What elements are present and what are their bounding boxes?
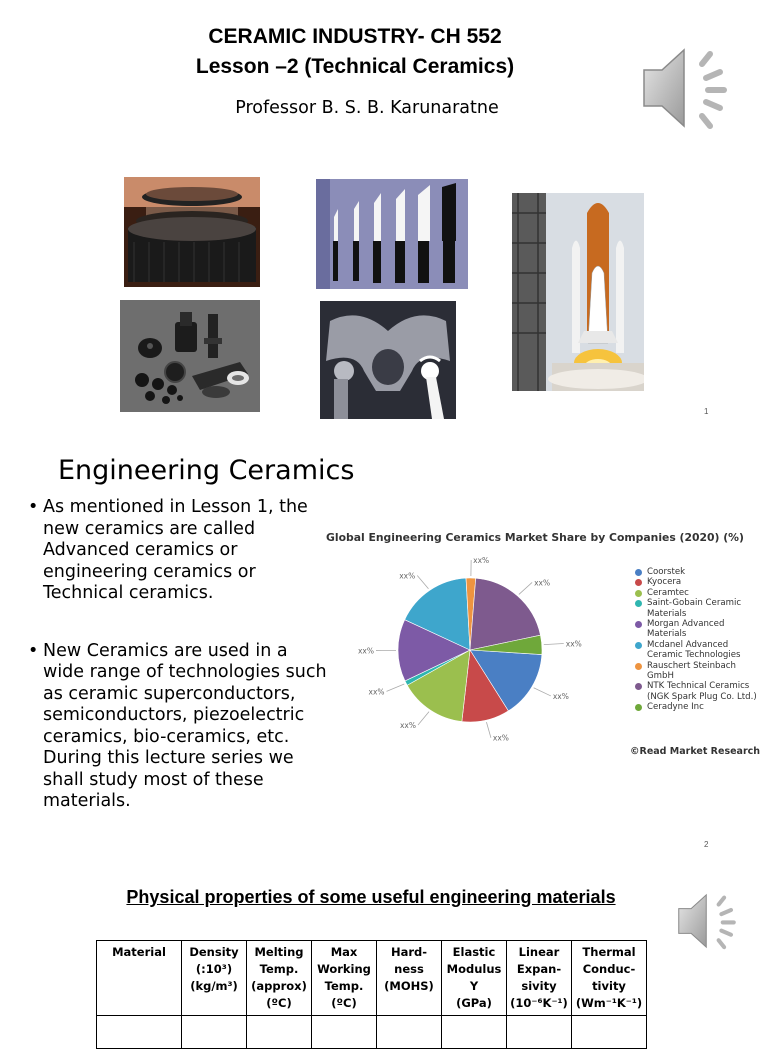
- legend-swatch: [635, 621, 642, 628]
- column-header-line: Hard-: [379, 944, 439, 961]
- table-cell: [442, 1016, 507, 1049]
- chart-title: Global Engineering Ceramics Market Share by Companies (2020) (%): [326, 531, 744, 544]
- column-header-line: Modulus: [444, 961, 504, 978]
- column-header-line: (10⁻⁶K⁻¹): [509, 995, 569, 1012]
- table-cell: [182, 1016, 247, 1049]
- pie-leader-line-8: [544, 643, 564, 644]
- legend-item-1: [635, 577, 765, 587]
- pie-leader-line-2: [418, 712, 429, 725]
- table-cell: [377, 1016, 442, 1049]
- legend-item-2: [635, 588, 765, 598]
- column-header-line: (kg/m³): [184, 978, 244, 995]
- bullet-item: • New Ceramics are used in a wide range of technologies such as ceramic superconductors, semiconductors, piezoelectric ceramics, bio-ceramics, etc. During this lecture series we shall study most of these materials.: [28, 641, 328, 813]
- column-header-line: Elastic: [444, 944, 504, 961]
- column-header-0: [97, 941, 182, 1016]
- column-header-3: [312, 941, 377, 1016]
- column-header-line: (ºC): [314, 995, 374, 1012]
- legend-label: Ceramtec: [647, 588, 689, 598]
- column-header-line: Conduc-: [574, 961, 644, 978]
- lesson-subtitle: Lesson –2 (Technical Ceramics): [0, 55, 710, 79]
- pie-leader-line-1: [486, 722, 490, 738]
- legend-item-0: [635, 567, 765, 577]
- pie-leader-line-7: [519, 582, 532, 594]
- legend-label: Mcdanel Advanced Ceramic Technologies: [647, 640, 741, 660]
- ceramic-knives-photo: [316, 179, 468, 289]
- legend-swatch: [635, 704, 642, 711]
- table-header-row: [97, 941, 647, 1016]
- legend-swatch: [635, 590, 642, 597]
- legend-swatch: [635, 663, 642, 670]
- column-header-line: ness: [379, 961, 439, 978]
- legend-swatch: [635, 642, 642, 649]
- legend-item-6: [635, 661, 765, 682]
- pie-leader-line-0: [534, 688, 551, 696]
- audio-speaker-icon[interactable]: [640, 40, 736, 136]
- legend-item-4: [635, 619, 765, 640]
- column-header-line: Temp.: [249, 961, 309, 978]
- pie-leader-line-3: [387, 684, 405, 691]
- pie-slice-label-3: xx%: [369, 687, 385, 696]
- legend-label: Rauschert Steinbach GmbH: [647, 661, 736, 681]
- column-header-7: [572, 941, 647, 1016]
- column-header-line: Expan-: [509, 961, 569, 978]
- table-row: [97, 1016, 647, 1049]
- pie-slice-label-0: xx%: [553, 692, 569, 701]
- column-header-line: (:10³): [184, 961, 244, 978]
- pie-slice-label-2: xx%: [400, 721, 416, 730]
- column-header-line: Material: [99, 944, 179, 961]
- column-header-line: Working: [314, 961, 374, 978]
- hip-implant-xray-photo: [320, 301, 456, 419]
- legend-item-5: [635, 640, 765, 661]
- column-header-line: (Wm⁻¹K⁻¹): [574, 995, 644, 1012]
- column-header-line: sivity: [509, 978, 569, 995]
- space-shuttle-photo: [512, 193, 644, 391]
- legend-label: Morgan Advanced Materials: [647, 619, 724, 639]
- legend-item-3: [635, 598, 765, 619]
- column-header-line: Density: [184, 944, 244, 961]
- legend-item-8: [635, 702, 765, 712]
- chart-source: ©Read Market Research: [630, 746, 760, 757]
- slide-page-number: 2: [704, 840, 708, 849]
- professor-name: Professor B. S. B. Karunaratne: [0, 98, 734, 118]
- legend-label: Saint-Gobain Ceramic Materials: [647, 598, 741, 618]
- table-cell: [247, 1016, 312, 1049]
- pie-slice-label-7: xx%: [534, 578, 550, 587]
- column-header-line: (GPa): [444, 995, 504, 1012]
- pie-chart: [330, 545, 630, 755]
- legend-label: NTK Technical Ceramics (NGK Spark Plug Co. Ltd.): [647, 681, 757, 701]
- table-cell: [312, 1016, 377, 1049]
- table-cell: [507, 1016, 572, 1049]
- column-header-6: [507, 941, 572, 1016]
- legend-swatch: [635, 579, 642, 586]
- ceramic-parts-photo: [120, 300, 260, 412]
- column-header-line: tivity: [574, 978, 644, 995]
- properties-table-title: Physical properties of some useful engineering materials: [0, 887, 742, 908]
- pie-slice-label-8: xx%: [566, 639, 582, 648]
- table-cell: [572, 1016, 647, 1049]
- column-header-2: [247, 941, 312, 1016]
- pie-leader-line-5: [417, 576, 428, 589]
- slide-heading: Engineering Ceramics: [58, 455, 354, 486]
- column-header-line: (approx): [249, 978, 309, 995]
- column-header-line: Max: [314, 944, 374, 961]
- column-header-1: [182, 941, 247, 1016]
- chart-legend: [635, 567, 765, 713]
- ceramic-disc-photo: [124, 177, 260, 287]
- slide-page-number: 1: [704, 407, 708, 416]
- properties-table: [96, 940, 647, 1049]
- column-header-4: [377, 941, 442, 1016]
- bullet-item: • As mentioned in Lesson 1, the new ceramics are called Advanced ceramics or engineering ceramics or Technical ceramics.: [28, 497, 328, 605]
- legend-swatch: [635, 600, 642, 607]
- legend-label: Coorstek: [647, 567, 685, 577]
- legend-item-7: [635, 681, 765, 702]
- audio-speaker-icon[interactable]: [676, 888, 742, 954]
- table-cell: [97, 1016, 182, 1049]
- bullet-list: [28, 497, 328, 813]
- pie-slice-label-4: xx%: [358, 646, 374, 655]
- column-header-line: Temp.: [314, 978, 374, 995]
- column-header-line: Melting: [249, 944, 309, 961]
- column-header-line: Linear: [509, 944, 569, 961]
- column-header-line: (ºC): [249, 995, 309, 1012]
- legend-label: Kyocera: [647, 577, 681, 587]
- legend-swatch: [635, 569, 642, 576]
- lesson-course-title: CERAMIC INDUSTRY- CH 552: [0, 24, 710, 50]
- column-header-line: Thermal: [574, 944, 644, 961]
- column-header-line: (MOHS): [379, 978, 439, 995]
- pie-slice-label-1: xx%: [493, 734, 509, 743]
- column-header-line: Y: [444, 978, 504, 995]
- pie-slice-label-6: xx%: [473, 556, 489, 565]
- pie-slice-label-5: xx%: [399, 572, 415, 581]
- column-header-5: [442, 941, 507, 1016]
- legend-swatch: [635, 683, 642, 690]
- legend-label: Ceradyne Inc: [647, 702, 704, 712]
